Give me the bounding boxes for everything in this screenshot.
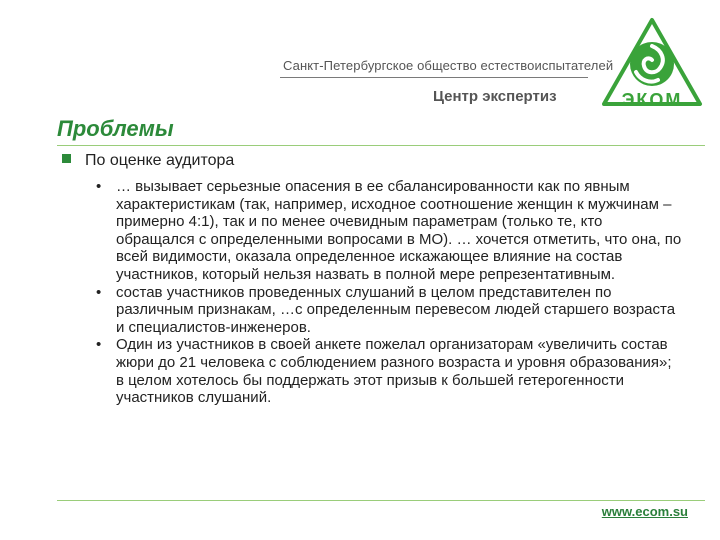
- bullet-text: … вызывает серьезные опасения в ее сбалансированности как по явным характеристикам (так, например, исходное соотношение женщин к мужчинам – примерно 4:1), так и по менее очевидным параметрам (только те, кто обращался с определенными вопросами в МО). … хочется отметить, что она, по всей видимости, оказала определенное искажающее влияние на состав участников, который нельзя назвать в полной мере репрезентативным.: [116, 178, 682, 283]
- center-name: Центр экспертиз: [433, 88, 557, 105]
- bullet-dot-icon: •: [96, 178, 102, 195]
- logo-wordmark: [604, 88, 700, 110]
- logo-text: ЭКОМ: [621, 90, 683, 110]
- title-divider: [57, 145, 705, 146]
- topic-text: По оценке аудитора: [85, 152, 235, 169]
- topic-item: [62, 152, 702, 170]
- organization-name: Санкт-Петербургское общество естествоиспытателей: [283, 58, 614, 73]
- page-title: Проблемы: [57, 116, 174, 141]
- website-link[interactable]: www.ecom.su: [601, 504, 688, 519]
- square-bullet-icon: [62, 154, 71, 163]
- bullet-text: Один из участников в своей анкете пожелал организаторам «увеличить состав жюри до 21 человека с соблюдением разного возраста и уровня образования»; в целом хотелось бы поддержать этот призыв к большей гетерогенности участников слушаний.: [116, 336, 672, 407]
- bullet-list: [96, 178, 682, 407]
- bullet-dot-icon: •: [96, 336, 102, 354]
- list-item: [96, 336, 682, 406]
- logo-circle: [630, 42, 674, 86]
- bullet-text: состав участников проведенных слушаний в целом представителен по различным признакам, …с определенным перевесом людей старшего возраста и специалистов-инженеров.: [116, 283, 676, 336]
- footer-divider: [57, 500, 705, 501]
- bullet-dot-icon: •: [96, 283, 102, 301]
- list-item: [96, 284, 682, 337]
- header-divider: [280, 77, 588, 78]
- list-item: [96, 178, 682, 284]
